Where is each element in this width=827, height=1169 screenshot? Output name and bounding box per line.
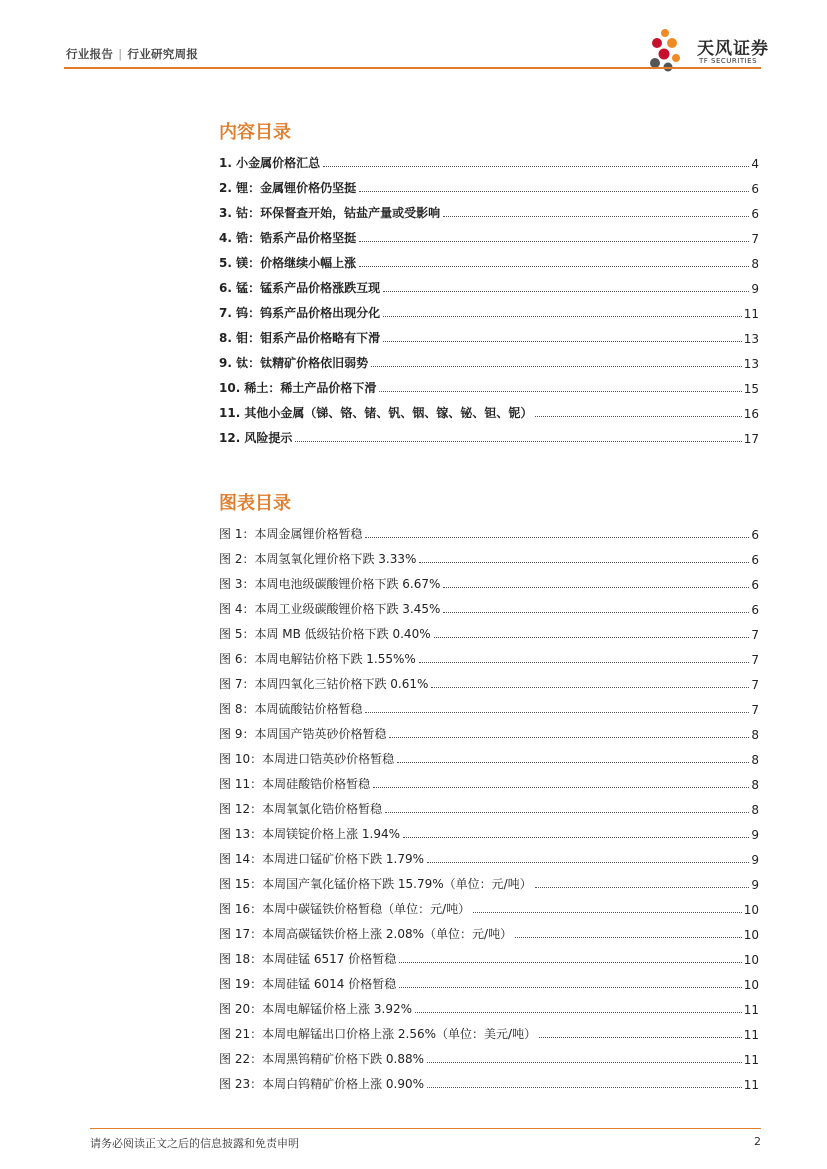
figure-entry-page: 7 [751,653,759,667]
contents-entry-page: 6 [751,207,759,221]
dot-leader [399,962,741,963]
dot-leader [323,166,749,167]
figure-entry-page: 6 [751,528,759,542]
figure-entry-label: 图 17：本周高碳锰铁价格上涨 2.08%（单位：元/吨） [219,927,513,941]
contents-entry-page: 6 [751,182,759,196]
contents-list [219,146,759,446]
contents-entry-label: 9. 钛：钛精矿价格依旧弱势 [219,356,369,370]
figure-entry-page: 6 [751,603,759,617]
figure-entry-page: 6 [751,553,759,567]
figure-entry-label: 图 18：本周硅锰 6517 价格暂稳 [219,952,397,966]
figure-entry-label: 图 8：本周硫酸钴价格暂稳 [219,702,363,716]
contents-entry[interactable] [219,246,759,271]
dot-leader [419,562,749,563]
figure-entry-label: 图 3：本周电池级碳酸锂价格下跌 6.67% [219,577,441,591]
contents-entry[interactable] [219,371,759,396]
dot-leader [535,887,750,888]
dot-leader [535,416,741,417]
dot-leader [443,612,749,613]
figure-entry[interactable] [219,1067,759,1092]
figure-entry-label: 图 13：本周镁锭价格上涨 1.94% [219,827,401,841]
dot-leader [397,762,749,763]
contents-entry-label: 3. 钴：环保督查开始，钴盐产量或受影响 [219,206,441,220]
company-logo-name: 天风证券 [697,39,769,59]
contents-entry-label: 5. 镁：价格继续小幅上涨 [219,256,357,270]
figure-entry-label: 图 23：本周白钨精矿价格上涨 0.90% [219,1077,425,1091]
dot-leader [399,987,741,988]
figure-entry-label: 图 2：本周氢氧化锂价格下跌 3.33% [219,552,417,566]
dot-leader [539,1037,742,1038]
figure-entry-page: 10 [743,903,759,917]
contents-title: 内容目录 [219,122,291,143]
figure-entry-label: 图 6：本周电解钴价格下跌 1.55%% [219,652,416,666]
page-header [66,46,198,62]
figure-entry[interactable] [219,617,759,642]
report-category: 行业报告 [66,47,114,61]
dot-leader [389,737,749,738]
figure-entry-page: 6 [751,578,759,592]
dot-leader [359,191,749,192]
dot-leader [383,341,742,342]
figure-entry-label: 图 4：本周工业级碳酸锂价格下跌 3.45% [219,602,441,616]
figure-entry-label: 图 22：本周黑钨精矿价格下跌 0.88% [219,1052,425,1066]
figure-entry-page: 7 [751,628,759,642]
dot-leader [383,291,749,292]
contents-entry-label: 8. 钼：钼系产品价格略有下滑 [219,331,381,345]
contents-entry-label: 1. 小金属价格汇总 [219,156,321,170]
dot-leader [427,1062,742,1063]
report-subcategory: 行业研究周报 [127,47,199,61]
dot-leader [443,216,749,217]
figure-entry[interactable] [219,767,759,792]
contents-entry-page: 11 [743,307,759,321]
company-logo-subtitle: TF SECURITIES [699,57,758,65]
figure-entry[interactable] [219,817,759,842]
dot-leader [383,316,742,317]
footer-rule [90,1128,761,1129]
dot-leader [373,787,749,788]
figure-entry-page: 9 [751,878,759,892]
figure-entry-page: 10 [743,953,759,967]
contents-entry[interactable] [219,346,759,371]
dot-leader [385,812,749,813]
figure-entry[interactable] [219,567,759,592]
figure-entry[interactable] [219,967,759,992]
contents-entry[interactable] [219,296,759,321]
contents-entry[interactable] [219,196,759,221]
dot-leader [473,912,742,913]
contents-entry-label: 7. 钨：钨系产品价格出现分化 [219,306,381,320]
figure-entry-label: 图 5：本周 MB 低级钴价格下跌 0.40% [219,627,431,641]
figure-entry[interactable] [219,717,759,742]
contents-entry-page: 7 [751,232,759,246]
figure-entry-label: 图 15：本周国产氧化锰价格下跌 15.79%（单位：元/吨） [219,877,532,891]
figure-entry-page: 7 [751,678,759,692]
figure-entry[interactable] [219,942,759,967]
contents-entry-label: 6. 锰：锰系产品价格涨跌互现 [219,281,381,295]
contents-entry[interactable] [219,321,759,346]
figure-entry[interactable] [219,867,759,892]
figures-title: 图表目录 [219,493,291,514]
dot-leader [515,937,742,938]
contents-entry[interactable] [219,171,759,196]
contents-entry-label: 12. 风险提示 [219,431,293,445]
figure-entry-page: 8 [751,728,759,742]
figure-entry-page: 10 [743,928,759,942]
figure-entry[interactable] [219,542,759,567]
figure-entry-label: 图 19：本周硅锰 6014 价格暂稳 [219,977,397,991]
dot-leader [443,587,749,588]
dot-leader [427,862,749,863]
figure-entry[interactable] [219,1017,759,1042]
figure-entry-label: 图 12：本周氧氯化锆价格暂稳 [219,802,383,816]
page-number: 2 [754,1135,761,1148]
contents-entry-page: 16 [743,407,759,421]
figure-entry[interactable] [219,992,759,1017]
dot-leader [365,712,749,713]
figure-entry-page: 11 [743,1078,759,1092]
figure-entry-label: 图 10：本周进口锆英砂价格暂稳 [219,752,395,766]
figure-entry[interactable] [219,842,759,867]
figure-entry-page: 10 [743,978,759,992]
dot-leader [419,662,750,663]
dot-leader [365,537,749,538]
contents-entry[interactable] [219,421,759,446]
contents-entry[interactable] [219,396,759,421]
contents-entry[interactable] [219,221,759,246]
contents-entry-page: 17 [743,432,759,446]
dot-leader [295,441,741,442]
dot-leader [431,687,749,688]
figure-entry-page: 8 [751,778,759,792]
figure-entry[interactable] [219,742,759,767]
dot-leader [434,637,750,638]
figure-entry-label: 图 20：本周电解锰价格上涨 3.92% [219,1002,413,1016]
figure-entry[interactable] [219,667,759,692]
contents-entry-page: 8 [751,257,759,271]
figures-list [219,517,759,1092]
contents-entry-page: 13 [743,357,759,371]
figure-entry-label: 图 11：本周硅酸锆价格暂稳 [219,777,371,791]
figure-entry-page: 7 [751,703,759,717]
dot-leader [379,391,741,392]
figure-entry-label: 图 9：本周国产锆英砂价格暂稳 [219,727,387,741]
contents-entry[interactable] [219,146,759,171]
figure-entry-label: 图 16：本周中碳锰铁价格暂稳（单位：元/吨） [219,902,471,916]
contents-entry-label: 11. 其他小金属（锑、铬、锗、钒、铟、镓、铋、钽、铌） [219,406,533,420]
figure-entry-label: 图 7：本周四氧化三钴价格下跌 0.61% [219,677,429,691]
dot-leader [371,366,742,367]
figure-entry-page: 11 [743,1053,759,1067]
figure-entry-page: 9 [751,828,759,842]
figure-entry-page: 9 [751,853,759,867]
figure-entry-page: 11 [743,1003,759,1017]
figure-entry[interactable] [219,792,759,817]
dot-leader [415,1012,742,1013]
figure-entry[interactable] [219,1042,759,1067]
contents-entry-label: 10. 稀土：稀土产品价格下滑 [219,381,377,395]
figure-entry-page: 11 [743,1028,759,1042]
contents-entry-label: 2. 锂：金属锂价格仍坚挺 [219,181,357,195]
figure-entry-label: 图 14：本周进口锰矿价格下跌 1.79% [219,852,425,866]
footer-disclaimer: 请务必阅读正文之后的信息披露和免责申明 [90,1137,299,1150]
figure-entry-label: 图 1：本周金属锂价格暂稳 [219,527,363,541]
header-separator: | [118,47,123,61]
figure-entry[interactable] [219,517,759,542]
header-rule [64,67,761,69]
contents-entry[interactable] [219,271,759,296]
dot-leader [359,266,749,267]
figure-entry-page: 8 [751,753,759,767]
figure-entry-page: 8 [751,803,759,817]
figure-entry-label: 图 21：本周电解锰出口价格上涨 2.56%（单位：美元/吨） [219,1027,537,1041]
contents-entry-page: 15 [743,382,759,396]
figure-entry[interactable] [219,642,759,667]
figure-entry[interactable] [219,892,759,917]
figure-entry[interactable] [219,592,759,617]
figure-entry[interactable] [219,917,759,942]
dot-leader [427,1087,742,1088]
dot-leader [403,837,749,838]
contents-entry-label: 4. 锆：锆系产品价格坚挺 [219,231,357,245]
figure-entry[interactable] [219,692,759,717]
contents-entry-page: 9 [751,282,759,296]
contents-entry-page: 13 [743,332,759,346]
dot-leader [359,241,749,242]
contents-entry-page: 4 [751,157,759,171]
